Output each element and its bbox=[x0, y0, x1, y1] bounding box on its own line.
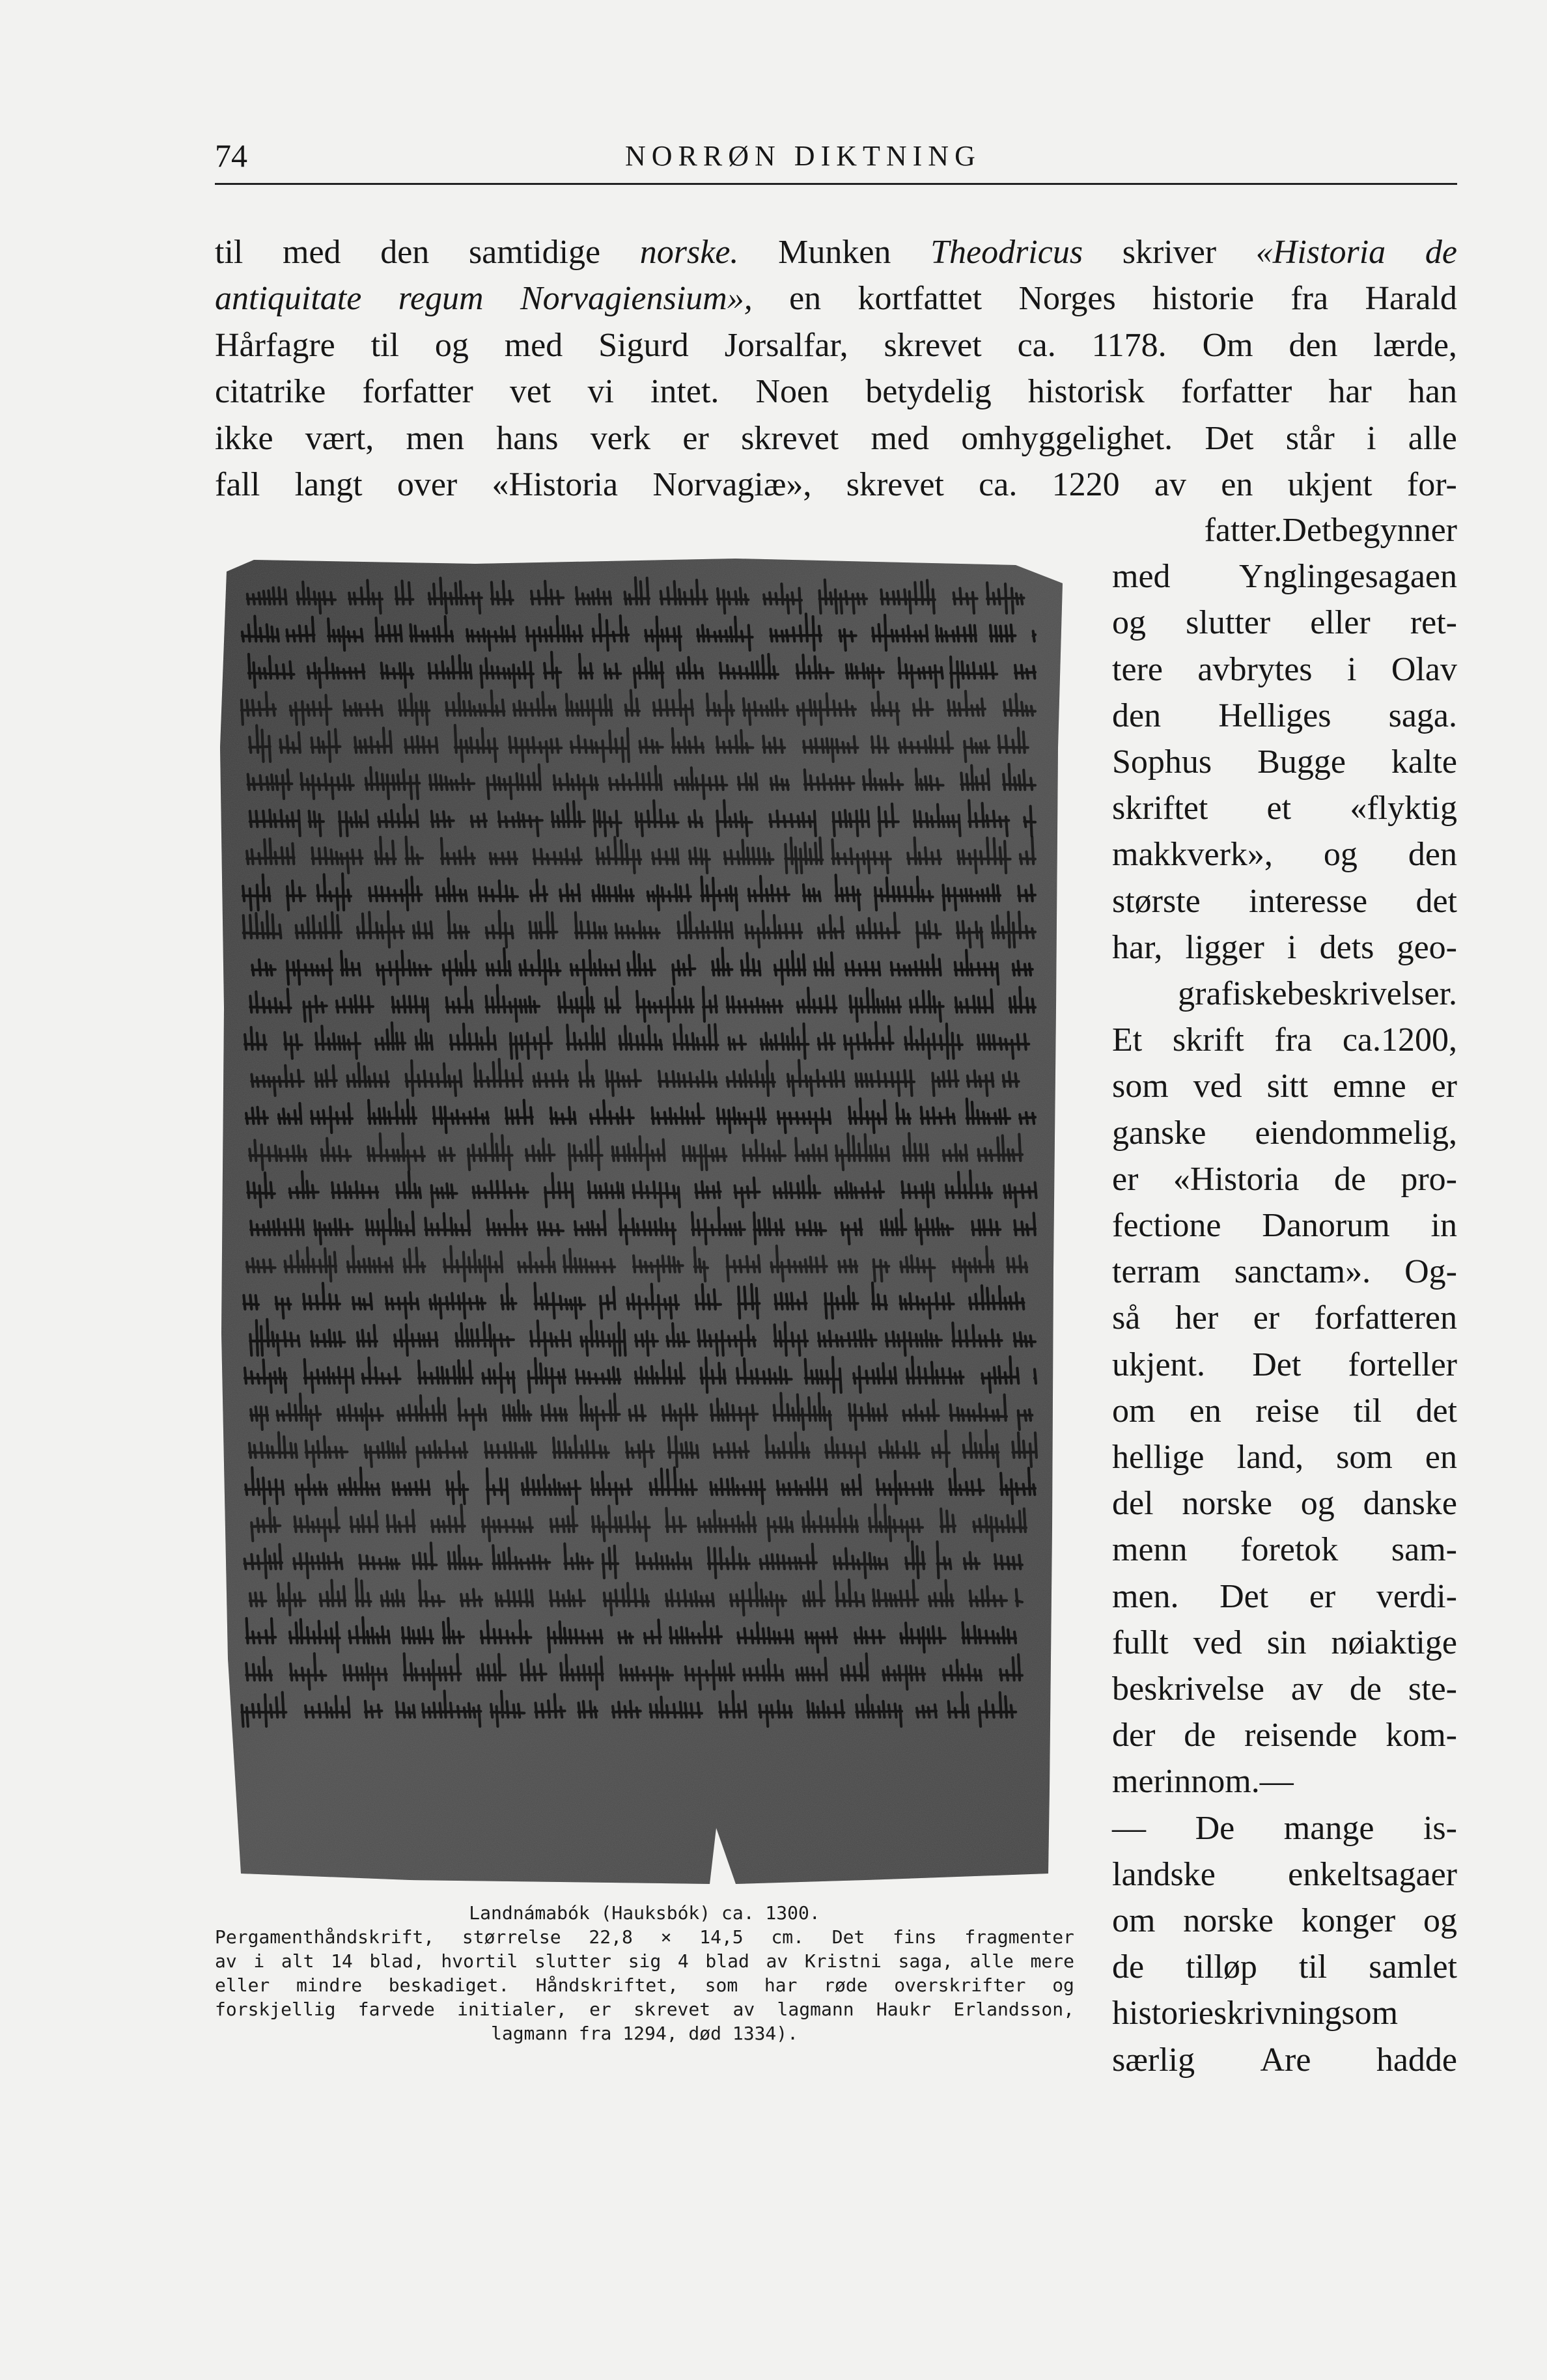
word: «Historia bbox=[1173, 1160, 1300, 1198]
manuscript-photo-icon bbox=[215, 552, 1074, 1888]
word: er bbox=[1253, 1299, 1280, 1337]
word: er bbox=[1430, 1068, 1457, 1105]
word: tilløp bbox=[1186, 1948, 1257, 1986]
word: antiquitate bbox=[215, 280, 362, 318]
word: Sophus bbox=[1112, 743, 1212, 781]
text-line bbox=[1112, 1438, 1457, 1477]
text-line bbox=[1112, 2041, 1457, 2080]
text-line bbox=[1112, 1021, 1457, 1060]
word: særlig bbox=[1112, 2041, 1195, 2079]
text-line bbox=[215, 372, 1457, 411]
word: forfatter bbox=[1181, 373, 1292, 411]
word: den bbox=[1112, 697, 1162, 734]
word: en bbox=[1425, 1439, 1457, 1476]
text-line bbox=[1112, 1577, 1457, 1616]
caption-word: Pergamenthåndskrift, bbox=[215, 1926, 435, 1948]
caption-word: initialer, bbox=[457, 1999, 567, 2020]
word: over bbox=[397, 466, 458, 503]
word: mer bbox=[1112, 1763, 1165, 1801]
word: Om bbox=[1202, 326, 1253, 364]
word: der bbox=[1112, 1717, 1156, 1754]
word: ved bbox=[1193, 1624, 1242, 1661]
caption-word: hvortil bbox=[441, 1950, 518, 1972]
word: forteller bbox=[1348, 1346, 1457, 1383]
word: skriftet bbox=[1112, 790, 1208, 827]
word: Are bbox=[1260, 2041, 1311, 2079]
word: største bbox=[1112, 882, 1201, 920]
word: den bbox=[1289, 326, 1338, 364]
word: hellige bbox=[1112, 1439, 1205, 1476]
word: historieskrivning bbox=[1112, 1995, 1342, 2032]
word: citatrike bbox=[215, 373, 326, 411]
text-line bbox=[1112, 1299, 1457, 1338]
word: skrevet bbox=[846, 466, 944, 503]
caption-word: røde bbox=[824, 1974, 868, 1996]
text-line bbox=[1112, 1484, 1457, 1523]
word: fullt bbox=[1112, 1624, 1169, 1661]
running-title: NORRØN DIKTNING bbox=[625, 140, 981, 172]
word: Theodricus bbox=[930, 234, 1083, 271]
text-line bbox=[1112, 1114, 1457, 1153]
word: den bbox=[380, 234, 430, 271]
text-line bbox=[1112, 650, 1457, 689]
caption-word: har bbox=[764, 1974, 798, 1996]
word: og bbox=[1323, 836, 1358, 874]
word: og bbox=[434, 326, 469, 364]
word: av bbox=[1154, 466, 1186, 503]
word: Norvagiensium», bbox=[520, 280, 753, 318]
text-line bbox=[1112, 1346, 1457, 1385]
word: Ynglingesagaen bbox=[1238, 558, 1457, 596]
caption-line bbox=[215, 1949, 1074, 1973]
word: beskrivelse bbox=[1112, 1670, 1264, 1708]
caption-word: cm. bbox=[771, 1926, 805, 1948]
word: ganske bbox=[1112, 1114, 1206, 1152]
text-line bbox=[215, 326, 1457, 365]
word: står bbox=[1285, 419, 1335, 457]
word: for- bbox=[1406, 466, 1457, 503]
text-line bbox=[1112, 1624, 1457, 1663]
word: hadde bbox=[1376, 2041, 1457, 2079]
word: er bbox=[682, 419, 709, 457]
word: interesse bbox=[1249, 882, 1368, 920]
word: geo- bbox=[1397, 928, 1457, 966]
caption-word: mere bbox=[1030, 1950, 1074, 1972]
caption-word: farvede bbox=[357, 1999, 435, 2020]
word: som bbox=[1112, 1068, 1169, 1105]
text-line bbox=[1112, 697, 1457, 736]
text-line bbox=[1112, 1160, 1457, 1199]
word: skrift bbox=[1172, 1021, 1244, 1059]
word: er bbox=[1112, 1160, 1139, 1198]
page-number: 74 bbox=[215, 137, 247, 174]
caption-word: eller bbox=[215, 1974, 270, 1996]
word: Det bbox=[1252, 1346, 1302, 1383]
word: beskrivelser. bbox=[1287, 975, 1457, 1012]
word: land, bbox=[1236, 1439, 1304, 1476]
word: Norvagiæ», bbox=[652, 466, 812, 503]
word: danske bbox=[1363, 1485, 1457, 1523]
word: en bbox=[1221, 466, 1253, 503]
word: reise bbox=[1255, 1392, 1320, 1430]
word: saga. bbox=[1388, 697, 1457, 734]
word: avbrytes bbox=[1197, 650, 1313, 688]
word: makkverk», bbox=[1112, 836, 1273, 874]
caption-word: slutter bbox=[535, 1950, 612, 1972]
caption-word: 14,5 bbox=[699, 1926, 744, 1948]
word: Det bbox=[1282, 512, 1331, 549]
caption-word: er bbox=[589, 1999, 611, 2020]
word: alle bbox=[1408, 419, 1457, 457]
word: til bbox=[1353, 1392, 1382, 1430]
word: innom. bbox=[1164, 1763, 1260, 1801]
header-rule bbox=[215, 183, 1457, 185]
word: Munken bbox=[778, 234, 891, 271]
word: kortfattet bbox=[857, 280, 983, 318]
word: skrevet bbox=[741, 419, 839, 457]
word: verk bbox=[590, 419, 651, 457]
caption-word: Erlandsson, bbox=[953, 1999, 1074, 2020]
word: de bbox=[1425, 234, 1457, 271]
word: norske. bbox=[639, 234, 739, 271]
caption-word: fragmenter bbox=[964, 1926, 1074, 1948]
word: 1220 bbox=[1052, 466, 1120, 503]
word: fra bbox=[1274, 1021, 1313, 1059]
word: sin bbox=[1266, 1624, 1307, 1661]
word: mange bbox=[1283, 1809, 1374, 1847]
text-line bbox=[1112, 1902, 1457, 1941]
word: med bbox=[1112, 558, 1171, 596]
word: som bbox=[1341, 1995, 1399, 2032]
caption-word: skrevet bbox=[634, 1999, 711, 2020]
word: ret- bbox=[1410, 604, 1457, 642]
text-line bbox=[215, 279, 1457, 318]
word: foretok bbox=[1240, 1531, 1339, 1569]
caption-word: størrelse bbox=[462, 1926, 561, 1948]
word: Og- bbox=[1404, 1253, 1457, 1291]
word: vært, bbox=[305, 419, 374, 457]
caption-word: alt bbox=[281, 1950, 314, 1972]
word: ligger bbox=[1185, 928, 1264, 966]
caption-word: av bbox=[215, 1950, 237, 1972]
word: ca. bbox=[1017, 326, 1056, 364]
word: historie bbox=[1152, 280, 1255, 318]
word: en bbox=[1189, 1392, 1221, 1430]
word: av bbox=[1290, 1670, 1323, 1708]
word: lærde, bbox=[1373, 326, 1457, 364]
word: ikke bbox=[215, 419, 273, 457]
word: men. bbox=[1112, 1577, 1179, 1615]
word: emne bbox=[1333, 1068, 1406, 1105]
word: forfatteren bbox=[1314, 1299, 1457, 1337]
text-line bbox=[1112, 603, 1457, 643]
caption-word: av bbox=[766, 1950, 788, 1972]
word: historisk bbox=[1027, 373, 1145, 411]
word: landske bbox=[1112, 1855, 1216, 1893]
caption-word: fins bbox=[893, 1926, 937, 1948]
text-line bbox=[1112, 1252, 1457, 1292]
text-line bbox=[1112, 511, 1457, 550]
word: del bbox=[1112, 1485, 1154, 1523]
caption-word: i bbox=[253, 1950, 265, 1972]
word: reisende bbox=[1244, 1717, 1358, 1754]
word: Noen bbox=[755, 373, 829, 411]
caption-word: Det bbox=[831, 1926, 865, 1948]
word: og bbox=[1423, 1902, 1457, 1939]
word: terram bbox=[1112, 1253, 1201, 1291]
word: en bbox=[789, 280, 822, 318]
caption-word: lagmann bbox=[777, 1999, 854, 2020]
caption-last-line: lagmann fra 1294, død 1334). bbox=[490, 2023, 798, 2044]
word: Hårfagre bbox=[215, 326, 335, 364]
word: i bbox=[1346, 650, 1357, 688]
word: samtidige bbox=[468, 234, 601, 271]
word: vi bbox=[587, 373, 614, 411]
word: til bbox=[215, 234, 244, 271]
word: forfatter bbox=[362, 373, 473, 411]
word: dets bbox=[1319, 928, 1374, 966]
word: Det bbox=[1219, 1577, 1269, 1615]
word: det bbox=[1415, 1392, 1457, 1430]
word: ved bbox=[1193, 1068, 1242, 1105]
text-line bbox=[1112, 1809, 1457, 1848]
word: så bbox=[1112, 1299, 1141, 1337]
caption-word: overskrifter bbox=[894, 1974, 1026, 1996]
word: skrevet bbox=[884, 326, 982, 364]
caption-word: som bbox=[704, 1974, 738, 1996]
word: Et bbox=[1112, 1021, 1143, 1059]
word: fectione bbox=[1112, 1207, 1221, 1244]
word: ca.1200, bbox=[1342, 1021, 1457, 1059]
caption-word: saga, bbox=[898, 1950, 953, 1972]
word: sam- bbox=[1391, 1531, 1457, 1569]
word: Jorsalfar, bbox=[724, 326, 848, 364]
text-line bbox=[1112, 1994, 1457, 2033]
word: det bbox=[1415, 882, 1457, 920]
text-line bbox=[1112, 1067, 1457, 1106]
word: ca. bbox=[979, 466, 1018, 503]
word: som bbox=[1336, 1439, 1393, 1476]
caption-word: av bbox=[732, 1999, 755, 2020]
text-line bbox=[215, 465, 1457, 505]
caption-word: 4 bbox=[677, 1950, 689, 1972]
word: betydelig bbox=[865, 373, 992, 411]
word: de bbox=[1349, 1670, 1382, 1708]
text-line bbox=[1112, 835, 1457, 874]
caption-word: 14 bbox=[331, 1950, 353, 1972]
word: menn bbox=[1112, 1531, 1188, 1569]
text-line bbox=[1112, 882, 1457, 921]
word: norske bbox=[1182, 1485, 1272, 1523]
caption-word: alle bbox=[969, 1950, 1014, 1972]
word: fall bbox=[215, 466, 260, 503]
word: begynner bbox=[1331, 512, 1457, 549]
word: med bbox=[504, 326, 563, 364]
text-line bbox=[1112, 1855, 1457, 1894]
word: omhyggelighet. bbox=[961, 419, 1173, 457]
word: ukjent bbox=[1287, 466, 1373, 503]
text-line bbox=[1112, 928, 1457, 967]
word: eiendommelig, bbox=[1255, 1114, 1457, 1152]
caption-word: Kristni bbox=[804, 1950, 882, 1972]
caption-word: beskadiget. bbox=[388, 1974, 510, 1996]
word: kom- bbox=[1386, 1717, 1457, 1754]
caption-word: × bbox=[660, 1926, 672, 1948]
word: eller bbox=[1310, 604, 1371, 642]
caption-line bbox=[215, 1997, 1074, 2021]
caption-word: mindre bbox=[296, 1974, 363, 1996]
word: ste- bbox=[1408, 1670, 1457, 1708]
word: ukjent. bbox=[1112, 1346, 1205, 1383]
figure-caption bbox=[215, 1901, 1074, 2045]
caption-word: blad, bbox=[369, 1950, 425, 1972]
word: — bbox=[1259, 1763, 1294, 1801]
caption-line bbox=[215, 1973, 1074, 1997]
word: Olav bbox=[1391, 650, 1457, 688]
word: Bugge bbox=[1257, 743, 1346, 781]
word: — bbox=[1112, 1809, 1146, 1847]
text-line bbox=[1112, 1762, 1457, 1801]
word: Norges bbox=[1018, 280, 1116, 318]
word: sitt bbox=[1266, 1068, 1309, 1105]
text-line bbox=[1112, 1716, 1457, 1755]
word: den bbox=[1408, 836, 1457, 874]
word: vet bbox=[509, 373, 551, 411]
word: Det bbox=[1205, 419, 1254, 457]
word: «flyktig bbox=[1350, 790, 1457, 827]
word: langt bbox=[294, 466, 363, 503]
word: in bbox=[1430, 1207, 1457, 1244]
word: Sigurd bbox=[598, 326, 689, 364]
word: fatter. bbox=[1204, 512, 1283, 549]
word: De bbox=[1195, 1809, 1235, 1847]
word: «Historia bbox=[492, 466, 619, 503]
word: pro- bbox=[1401, 1160, 1457, 1198]
word: her bbox=[1175, 1299, 1219, 1337]
word: i bbox=[1287, 928, 1297, 966]
word: Harald bbox=[1365, 280, 1457, 318]
word: de bbox=[1112, 1948, 1145, 1986]
word: skriver bbox=[1122, 234, 1217, 271]
caption-word: Håndskriftet, bbox=[535, 1974, 679, 1996]
text-line bbox=[1112, 1948, 1457, 1987]
word: om bbox=[1112, 1902, 1156, 1939]
text-line bbox=[1112, 1392, 1457, 1431]
word: et bbox=[1266, 790, 1292, 827]
word: om bbox=[1112, 1392, 1156, 1430]
word: samlet bbox=[1369, 1948, 1457, 1986]
text-line bbox=[1112, 1206, 1457, 1245]
word: til bbox=[1298, 1948, 1328, 1986]
caption-title: Landnámabók (Hauksbók) ca. 1300. bbox=[469, 1902, 820, 1924]
word: hans bbox=[496, 419, 559, 457]
word: og bbox=[1112, 604, 1146, 642]
word: norske bbox=[1183, 1902, 1274, 1939]
word: i bbox=[1367, 419, 1376, 457]
word: konger bbox=[1301, 1902, 1396, 1939]
word: nøiaktige bbox=[1331, 1624, 1457, 1661]
caption-word: sig bbox=[628, 1950, 662, 1972]
word: verdi- bbox=[1376, 1577, 1457, 1615]
caption-word: og bbox=[1052, 1974, 1074, 1996]
word: enkeltsagaer bbox=[1288, 1855, 1457, 1893]
text-line bbox=[1112, 789, 1457, 828]
word: «Historia bbox=[1255, 234, 1386, 271]
word: Helliges bbox=[1218, 697, 1331, 734]
word: kalte bbox=[1391, 743, 1457, 781]
caption-word: forskjellig bbox=[215, 1999, 336, 2020]
caption-word: Haukr bbox=[876, 1999, 932, 2020]
text-line bbox=[1112, 1530, 1457, 1570]
word: Danorum bbox=[1262, 1207, 1390, 1244]
word: har bbox=[1328, 373, 1372, 411]
word: slutter bbox=[1186, 604, 1271, 642]
word: han bbox=[1408, 373, 1457, 411]
word: med bbox=[283, 234, 341, 271]
caption-word: blad bbox=[705, 1950, 749, 1972]
text-line bbox=[1112, 743, 1457, 782]
caption-word: 22,8 bbox=[589, 1926, 633, 1948]
text-line bbox=[215, 233, 1457, 272]
word: har, bbox=[1112, 928, 1163, 966]
word: grafiske bbox=[1178, 975, 1287, 1012]
word: de bbox=[1333, 1160, 1366, 1198]
text-line bbox=[1112, 1670, 1457, 1709]
word: regum bbox=[398, 280, 484, 318]
word: is- bbox=[1423, 1809, 1457, 1847]
word: med bbox=[871, 419, 929, 457]
text-line bbox=[1112, 975, 1457, 1014]
word: fra bbox=[1290, 280, 1329, 318]
caption-line bbox=[215, 1925, 1074, 1949]
text-line bbox=[1112, 557, 1457, 596]
word: er bbox=[1309, 1577, 1336, 1615]
text-line bbox=[215, 419, 1457, 458]
word: men bbox=[406, 419, 464, 457]
word: sanctam». bbox=[1234, 1253, 1371, 1291]
word: tere bbox=[1112, 650, 1163, 688]
word: 1178. bbox=[1091, 326, 1167, 364]
word: og bbox=[1300, 1485, 1335, 1523]
word: de bbox=[1184, 1717, 1216, 1754]
word: til bbox=[370, 326, 399, 364]
word: intet. bbox=[650, 373, 719, 411]
